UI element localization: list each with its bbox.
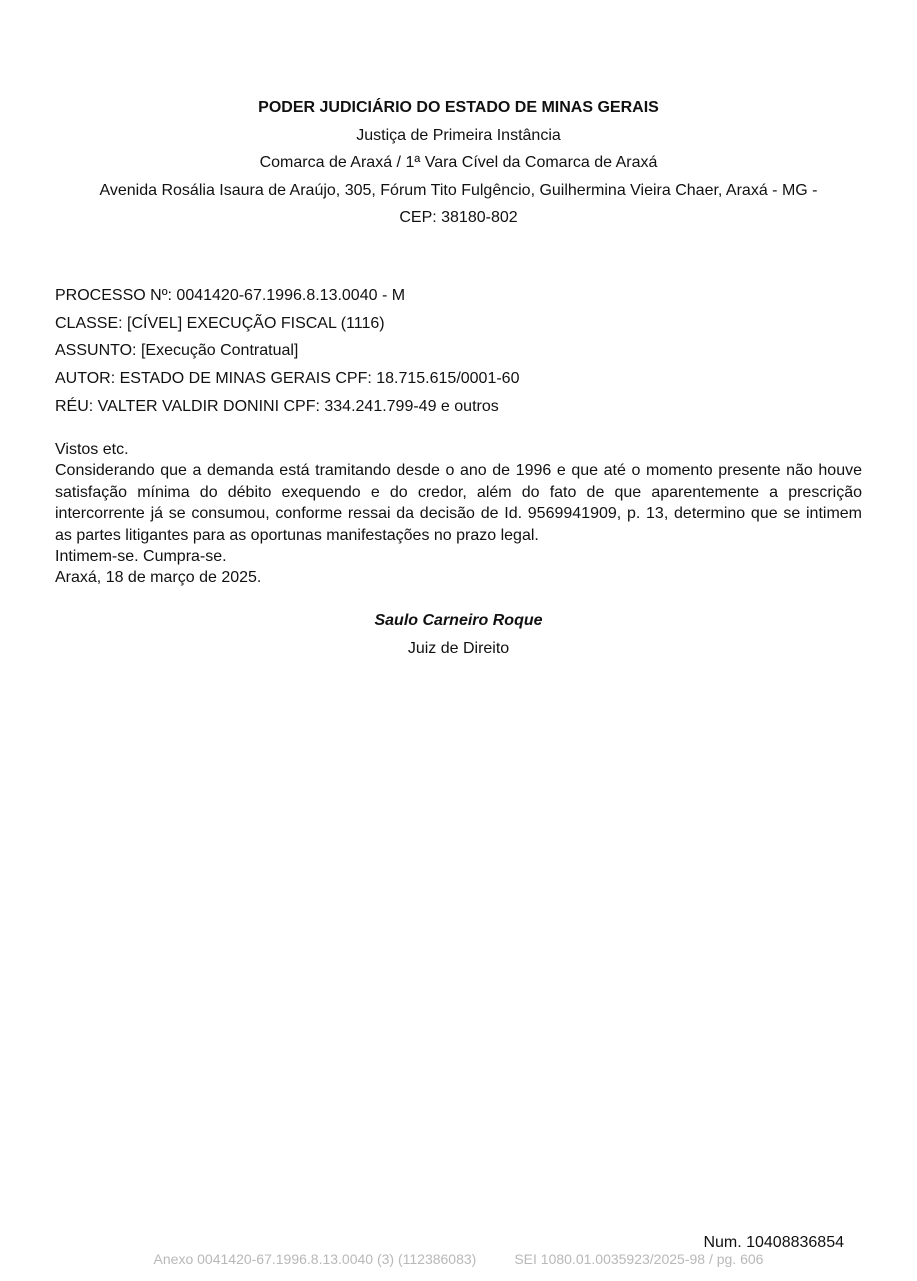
greeting: Vistos etc.: [55, 441, 129, 458]
order-line: Intimem-se. Cumpra-se.: [55, 548, 227, 566]
document-number: Num. 10408836854: [703, 1234, 844, 1251]
signature-block: [55, 607, 862, 663]
case-info: [55, 282, 862, 421]
court-name: PODER JUDICIÁRIO DO ESTADO DE MINAS GERAIS: [258, 99, 659, 116]
decision-paragraph: Considerando que a demanda está tramitando desde o ano de 1996 e que até o momento presente não houve satisfação mínima do débito exequendo e do credor, além do fato de que aparentemente a prescrição intercorrente já se consumou, conforme ressai da decisão de Id. 9569941909, p. 13, determino que se intimem as partes litigantes para as oportunas manifestações no prazo legal.: [55, 462, 862, 544]
place-date: Araxá, 18 de março de 2025.: [55, 569, 262, 587]
document-header: [55, 94, 862, 232]
address-line-2: CEP: 38180-802: [399, 209, 518, 226]
footer-sei: SEI 1080.01.0035923/2025-98 / pg. 606: [514, 1251, 764, 1267]
decision-body: [55, 439, 862, 589]
footer-annex: Anexo 0041420-67.1996.8.13.0040 (3) (112386083): [153, 1251, 477, 1267]
judge-title: Juiz de Direito: [407, 640, 510, 657]
page-footer: [0, 1251, 917, 1267]
instance-line: Justiça de Primeira Instância: [356, 126, 561, 144]
address-line-1: Avenida Rosália Isaura de Araújo, 305, Fórum Tito Fulgêncio, Guilhermina Vieira Chaer, Araxá - MG -: [99, 181, 818, 199]
case-number: PROCESSO Nº: 0041420-67.1996.8.13.0040 - M: [55, 287, 406, 304]
case-defendant: RÉU: VALTER VALDIR DONINI CPF: 334.241.799-49 e outros: [55, 397, 499, 415]
comarca-line: Comarca de Araxá / 1ª Vara Cível da Comarca de Araxá: [259, 154, 658, 171]
case-subject: ASSUNTO: [Execução Contratual]: [55, 342, 299, 360]
case-plaintiff: AUTOR: ESTADO DE MINAS GERAIS CPF: 18.715.615/0001-60: [55, 370, 520, 388]
judge-name: Saulo Carneiro Roque: [374, 612, 543, 629]
case-class: CLASSE: [CÍVEL] EXECUÇÃO FISCAL (1116): [55, 314, 385, 332]
